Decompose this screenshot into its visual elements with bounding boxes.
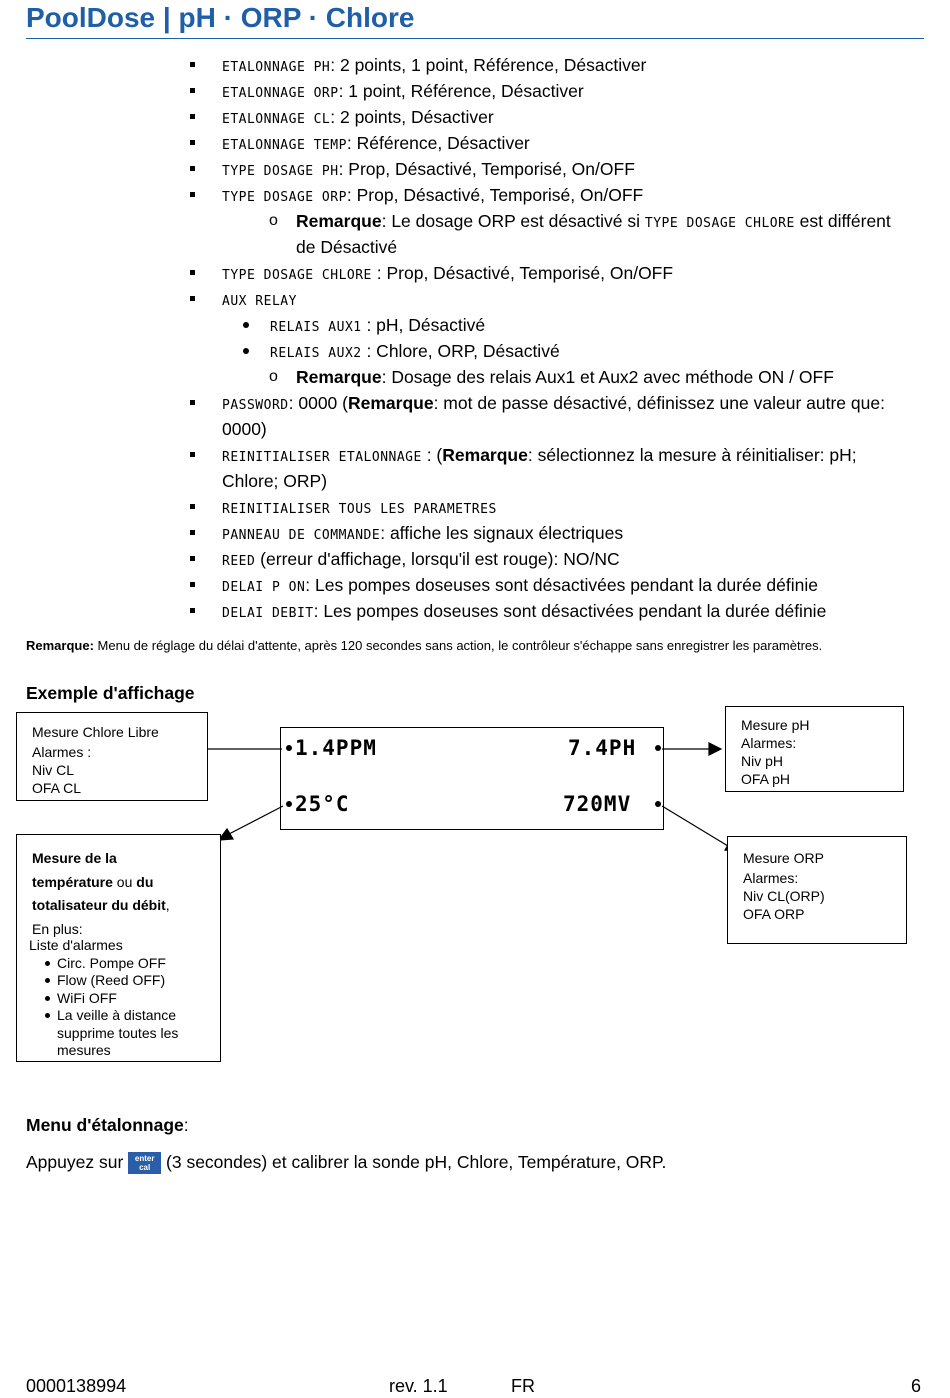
setting-item: TYPE DOSAGE PH: Prop, Désactivé, Temporisé, On/OFF	[222, 159, 635, 179]
page-title: PoolDose | pH · ORP · Chlore	[26, 2, 415, 33]
aux-item: RELAIS AUX2 : Chlore, ORP, Désactivé	[270, 341, 560, 361]
setting-item: PANNEAU DE COMMANDE: affiche les signaux électriques	[222, 523, 624, 543]
setting-item: ETALONNAGE TEMP: Référence, Désactiver	[222, 133, 530, 153]
bullet-dot	[45, 961, 50, 966]
setting-keyword: TYPE DOSAGE PH	[222, 164, 339, 179]
setting-keyword: ETALONNAGE ORP	[222, 86, 339, 101]
box-ph: Mesure pH Alarmes: Niv pH OFA pH	[725, 706, 904, 792]
setting-item: TYPE DOSAGE CHLORE : Prop, Désactivé, Temporisé, On/OFF	[222, 263, 674, 283]
bullet-circle-open: o	[269, 368, 278, 385]
setting-keyword: PANNEAU DE COMMANDE	[222, 528, 381, 543]
footer-page-number: 6	[911, 1376, 922, 1396]
footer-revision: rev. 1.1	[389, 1376, 448, 1396]
box-orp: Mesure ORP Alarmes: Niv CL(ORP) OFA ORP	[727, 836, 907, 944]
setting-item: DELAI DEBIT: Les pompes doseuses sont désactivées pendant la durée définie	[222, 601, 827, 621]
setting-item: ETALONNAGE ORP: 1 point, Référence, Désactiver	[222, 81, 584, 101]
lcd-ph-value: 7.4PH	[568, 736, 637, 760]
arrow-temp	[229, 806, 283, 834]
arrowhead-temp	[219, 829, 233, 840]
setting-item: REINITIALISER ETALONNAGE : (Remarque: sélectionnez la mesure à réinitialiser: pH;	[222, 445, 857, 465]
menu-timeout-note: Remarque: Menu de réglage du délai d'attente, après 120 secondes sans action, le contrôleur s'échappe sans enregistrer les paramètres.	[26, 638, 823, 653]
aux-note: Remarque: Dosage des relais Aux1 et Aux2 avec méthode ON / OFF	[296, 367, 834, 387]
setting-item: PASSWORD: 0000 (Remarque: mot de passe désactivé, définissez une valeur autre que:	[222, 393, 885, 413]
setting-keyword: ETALONNAGE PH	[222, 60, 331, 75]
setting-item: TYPE DOSAGE ORP: Prop, Désactivé, Temporisé, On/OFF	[222, 185, 644, 205]
lcd-orp-value: 720MV	[563, 792, 632, 816]
setting-item: ETALONNAGE CL: 2 points, Désactiver	[222, 107, 494, 127]
setting-item-cont: Chlore; ORP)	[222, 471, 328, 491]
bullet-dot	[45, 978, 50, 983]
bullet-dot	[45, 1013, 50, 1018]
lcd-indicator-dot	[655, 745, 661, 751]
setting-keyword: DELAI DEBIT	[222, 606, 314, 621]
arrowhead-ph	[709, 743, 721, 755]
setting-item: REED (erreur d'affichage, lorsqu'il est rouge): NO/NC	[222, 549, 620, 569]
enter-cal-key-icon: enter cal	[128, 1152, 161, 1174]
setting-item: ETALONNAGE PH: 2 points, 1 point, Référence, Désactiver	[222, 55, 647, 75]
setting-keyword: REINITIALISER ETALONNAGE	[222, 450, 422, 465]
calibration-title: Menu d'étalonnage:	[26, 1115, 189, 1135]
setting-item: DELAI P ON: Les pompes doseuses sont désactivées pendant la durée définie	[222, 575, 818, 595]
lcd-display	[280, 727, 664, 830]
lcd-indicator-dot	[286, 801, 292, 807]
lcd-chlore-value: 1.4PPM	[295, 736, 377, 760]
setting-item-cont: 0000)	[222, 419, 267, 439]
setting-keyword: REED	[222, 554, 256, 569]
box-temperature: Mesure de la température ou du totalisateur du débit, En plus: Liste d'alarmes Circ. Pompe OFF Flow (Reed OFF) WiFi OFF La veille à distance supprime toutes les mesures	[16, 834, 221, 1062]
lcd-indicator-dot	[655, 801, 661, 807]
setting-keyword: PASSWORD	[222, 398, 289, 413]
setting-keyword: ETALONNAGE TEMP	[222, 138, 347, 153]
setting-keyword: AUX RELAY	[222, 294, 297, 309]
orp-note-cont: de Désactivé	[296, 237, 398, 257]
aux-item: RELAIS AUX1 : pH, Désactivé	[270, 315, 486, 335]
lcd-temp-value: 25°C	[295, 792, 350, 816]
setting-keyword: DELAI P ON	[222, 580, 306, 595]
bullet-dot	[45, 996, 50, 1001]
lcd-indicator-dot	[286, 745, 292, 751]
setting-keyword: TYPE DOSAGE ORP	[222, 190, 347, 205]
footer-doc-number: 0000138994	[26, 1376, 127, 1396]
calibration-instruction: Appuyez sur enter cal (3 secondes) et calibrer la sonde pH, Chlore, Température, ORP.	[26, 1152, 667, 1173]
setting-keyword: ETALONNAGE CL	[222, 112, 331, 127]
arrow-orp	[662, 806, 728, 846]
setting-keyword: REINITIALISER TOUS LES PARAMETRES	[222, 502, 497, 517]
bullet-circle-open: o	[269, 212, 278, 229]
box-chlore: Mesure Chlore Libre Alarmes : Niv CL OFA CL	[16, 712, 208, 801]
setting-keyword: TYPE DOSAGE CHLORE	[222, 268, 372, 283]
footer-language: FR	[511, 1376, 535, 1396]
orp-note: Remarque: Le dosage ORP est désactivé si TYPE DOSAGE CHLORE est différent	[296, 211, 891, 231]
example-title: Exemple d'affichage	[26, 683, 195, 703]
